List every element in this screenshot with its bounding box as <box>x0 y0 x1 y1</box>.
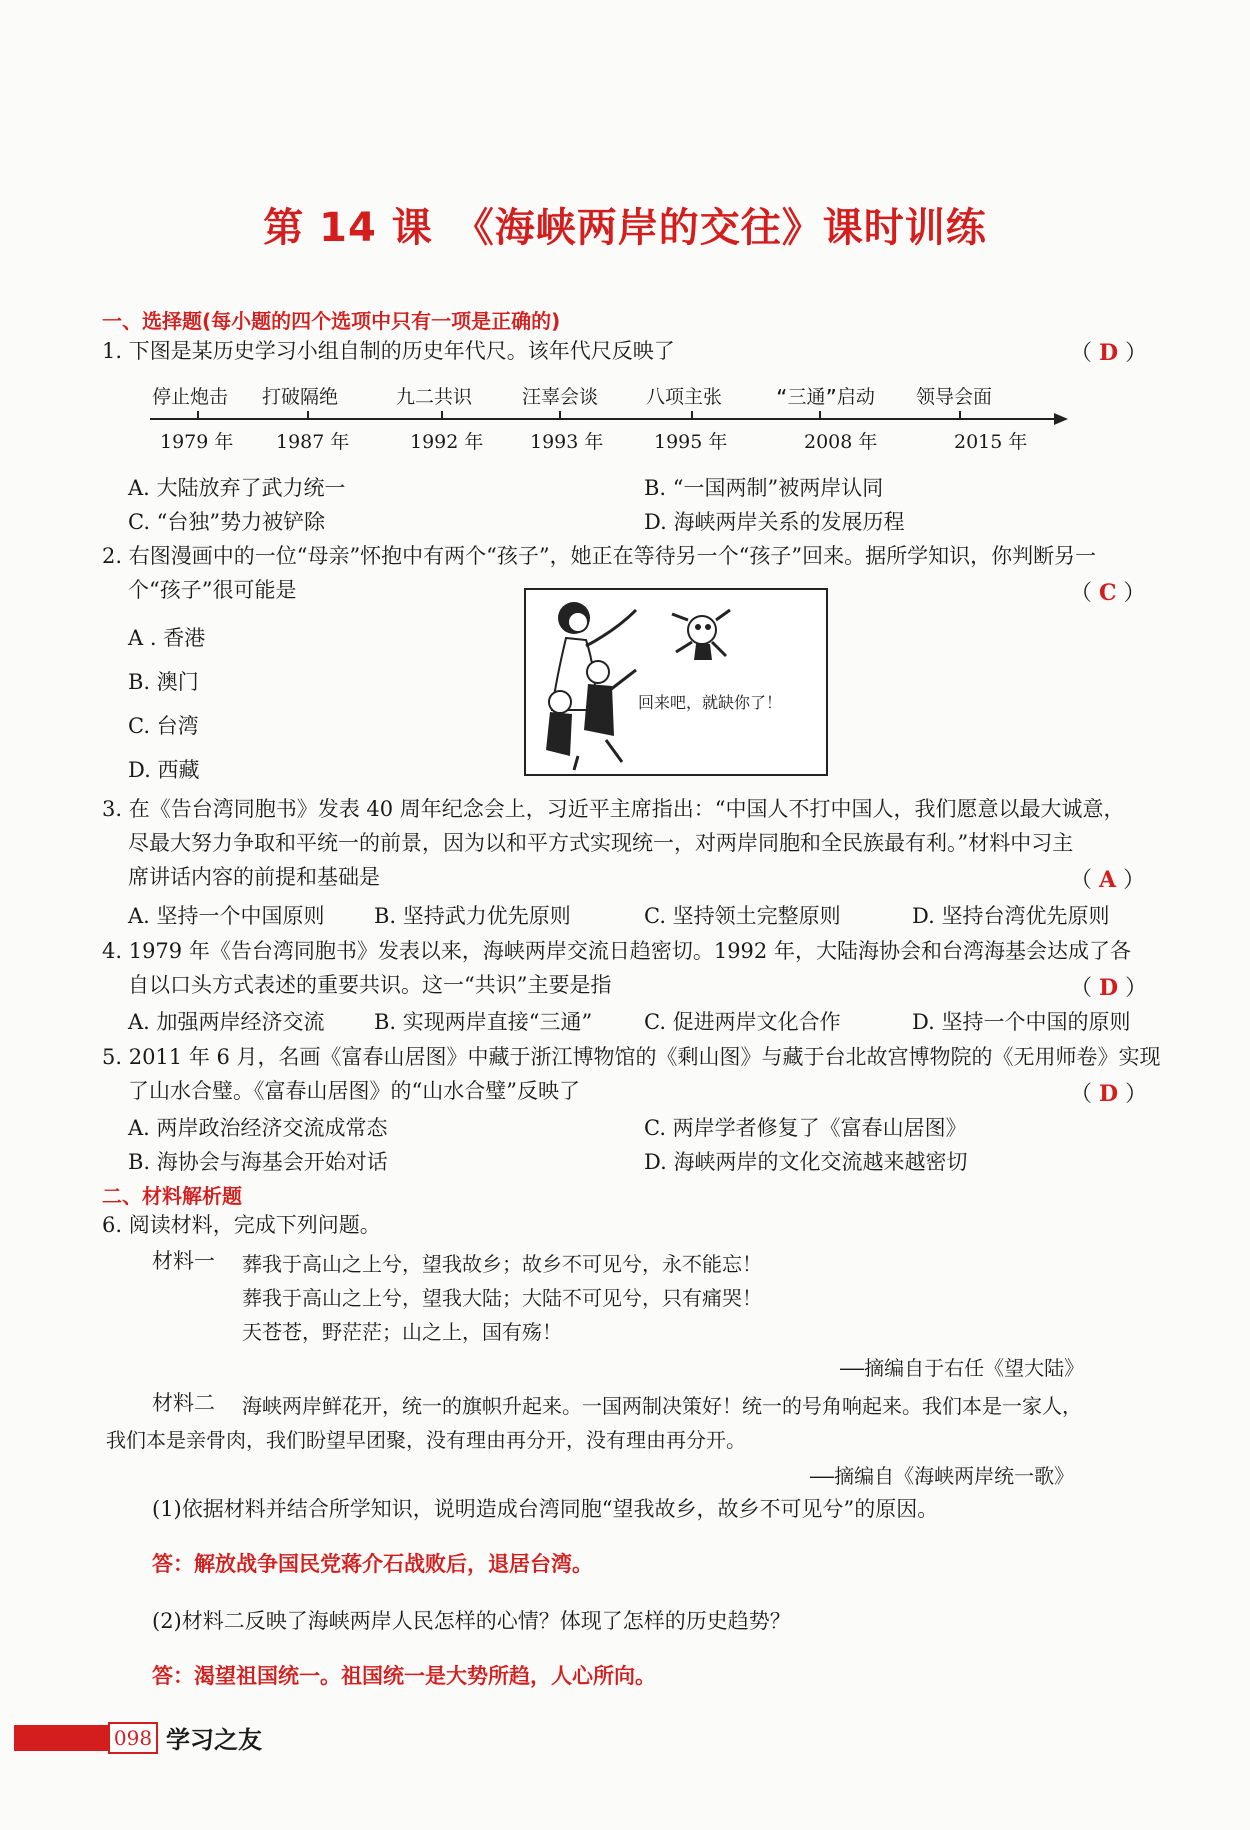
question-4-answer: （ D ） <box>1070 975 1148 1001</box>
question-2-option-a[interactable]: A . 香港 <box>128 626 206 650</box>
question-1-stem: 1. 下图是某历史学习小组自制的历史年代尺。该年代尺反映了 <box>102 339 675 363</box>
timeline-event: 打破隔绝 <box>262 386 339 408</box>
question-1-option-b[interactable]: B. “一国两制”被两岸认同 <box>644 476 884 500</box>
timeline-year: 1979 年 <box>160 431 234 453</box>
question-5-stem: 5. 2011 年 6 月，名画《富春山居图》中藏于浙江博物馆的《剩山图》与藏于台北故宫博物院的《无用师卷》实现 <box>102 1045 1161 1069</box>
section-heading-material: 二、材料解析题 <box>102 1184 242 1208</box>
material-1-source: ——摘编自于右任《望大陆》 <box>840 1356 1085 1380</box>
timeline-year: 1995 年 <box>654 431 728 453</box>
cartoon-figures <box>526 590 826 774</box>
question-3-answer: （ A ） <box>1070 867 1146 893</box>
question-2-answer: （ C ） <box>1070 580 1146 606</box>
material-1-line: 葬我于高山之上兮，望我故乡；故乡不可见兮，永不能忘！ <box>242 1252 762 1276</box>
question-4-option-d[interactable]: D. 坚持一个中国的原则 <box>912 1010 1131 1034</box>
section-heading-choice: 一、选择题(每小题的四个选项中只有一项是正确的) <box>102 309 561 333</box>
footer-decoration <box>14 1725 110 1751</box>
question-5-option-c[interactable]: C. 两岸学者修复了《富春山居图》 <box>644 1116 967 1140</box>
material-2-label: 材料二 <box>152 1391 215 1415</box>
timeline-event: 停止炮击 <box>152 386 229 408</box>
cartoon-caption: 回来吧，就缺你了！ <box>638 693 783 712</box>
question-3-stem: 3. 在《告台湾同胞书》发表 40 周年纪念会上，习近平主席指出：“中国人不打中国人，我们愿意以最大诚意， <box>102 797 1125 821</box>
cartoon-image <box>524 588 828 776</box>
question-2-option-c[interactable]: C. 台湾 <box>128 714 199 738</box>
timeline-year: 1993 年 <box>530 431 604 453</box>
question-2-option-d[interactable]: D. 西藏 <box>128 758 200 782</box>
question-6-stem: 6. 阅读材料，完成下列问题。 <box>102 1213 381 1237</box>
question-1-option-d[interactable]: D. 海峡两岸关系的发展历程 <box>644 510 905 534</box>
page-number: 098 <box>108 1722 158 1754</box>
timeline-event: 九二共识 <box>396 386 473 408</box>
question-5-option-d[interactable]: D. 海峡两岸的文化交流越来越密切 <box>644 1150 968 1174</box>
material-2-line: 我们本是亲骨肉，我们盼望早团聚，没有理由再分开，没有理由再分开。 <box>106 1428 746 1452</box>
page-title: 第 14 课 《海峡两岸的交往》课时训练 <box>263 205 987 251</box>
question-4-option-c[interactable]: C. 促进两岸文化合作 <box>644 1010 841 1034</box>
question-5-option-a[interactable]: A. 两岸政治经济交流成常态 <box>128 1116 388 1140</box>
question-4-stem: 自以口头方式表述的重要共识。这一“共识”主要是指 <box>128 973 612 997</box>
publication-brand: 学习之友 <box>166 1726 262 1754</box>
material-1-line: 葬我于高山之上兮，望我大陆；大陆不可见兮，只有痛哭！ <box>242 1286 762 1310</box>
sub-question-1: (1)依据材料并结合所学知识，说明造成台湾同胞“望我故乡，故乡不可见兮”的原因。 <box>152 1497 939 1521</box>
question-2-stem: 个“孩子”很可能是 <box>128 578 297 602</box>
question-3-option-c[interactable]: C. 坚持领土完整原则 <box>644 904 841 928</box>
timeline-event: “三通”启动 <box>776 386 875 408</box>
question-2-option-b[interactable]: B. 澳门 <box>128 670 199 694</box>
material-2-line: 海峡两岸鲜花开，统一的旗帜升起来。一国两制决策好！统一的号角响起来。我们本是一家人， <box>242 1394 1082 1418</box>
question-1-option-a[interactable]: A. 大陆放弃了武力统一 <box>128 476 346 500</box>
question-1-answer: （ D ） <box>1070 340 1148 366</box>
timeline-year: 1992 年 <box>410 431 484 453</box>
question-1-option-c[interactable]: C. “台独”势力被铲除 <box>128 510 326 534</box>
question-5-option-b[interactable]: B. 海协会与海基会开始对话 <box>128 1150 388 1174</box>
question-4-option-a[interactable]: A. 加强两岸经济交流 <box>128 1010 325 1034</box>
timeline-event: 汪辜会谈 <box>522 386 599 408</box>
material-1-line: 天苍苍，野茫茫；山之上，国有殇！ <box>242 1320 562 1344</box>
timeline-year: 2015 年 <box>954 431 1028 453</box>
question-5-stem: 了山水合璧。《富春山居图》的“山水合璧”反映了 <box>128 1079 580 1103</box>
timeline-year: 1987 年 <box>276 431 350 453</box>
timeline-event: 八项主张 <box>646 386 723 408</box>
sub-question-2: (2)材料二反映了海峡两岸人民怎样的心情？体现了怎样的历史趋势？ <box>152 1609 791 1633</box>
question-3-stem: 席讲话内容的前提和基础是 <box>128 865 380 889</box>
material-1-label: 材料一 <box>152 1249 215 1273</box>
question-2-stem: 2. 右图漫画中的一位“母亲”怀抱中有两个“孩子”，她正在等待另一个“孩子”回来。据所学知识，你判断另一 <box>102 544 1097 568</box>
question-3-option-d[interactable]: D. 坚持台湾优先原则 <box>912 904 1110 928</box>
question-4-stem: 4. 1979 年《告台湾同胞书》发表以来，海峡两岸交流日趋密切。1992 年，大陆海协会和台湾海基会达成了各 <box>102 939 1131 963</box>
question-5-answer: （ D ） <box>1070 1081 1148 1107</box>
timeline-event: 领导会面 <box>916 386 993 408</box>
sub-answer-2: 答：渴望祖国统一。祖国统一是大势所趋，人心所向。 <box>152 1664 656 1688</box>
material-2-source: ——摘编自《海峡两岸统一歌》 <box>810 1464 1075 1488</box>
question-4-option-b[interactable]: B. 实现两岸直接“三通” <box>374 1010 593 1034</box>
sub-answer-1: 答：解放战争国民党蒋介石战败后，退居台湾。 <box>152 1552 593 1576</box>
question-3-option-a[interactable]: A. 坚持一个中国原则 <box>128 904 325 928</box>
timeline-year: 2008 年 <box>804 431 878 453</box>
question-3-stem: 尽最大努力争取和平统一的前景，因为以和平方式实现统一，对两岸同胞和全民族最有利。”材料中习主 <box>128 831 1074 855</box>
question-3-option-b[interactable]: B. 坚持武力优先原则 <box>374 904 571 928</box>
